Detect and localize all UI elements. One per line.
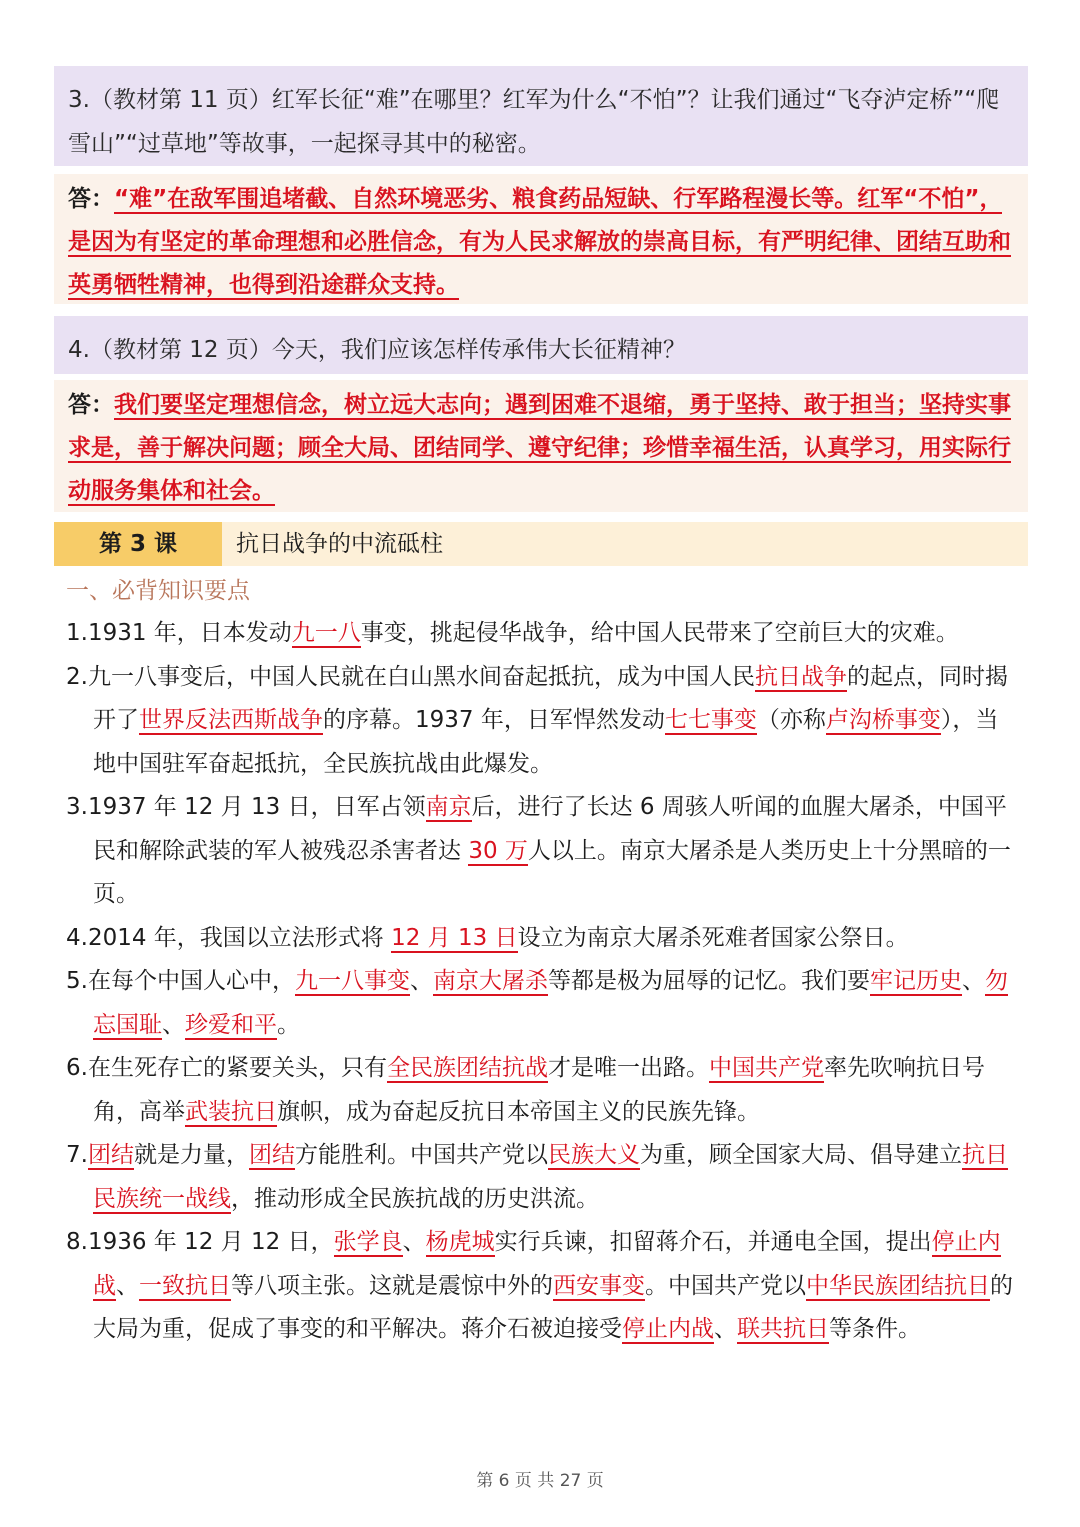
point-text: ，推动形成全民族抗战的历史洪流。 [231,1185,599,1212]
point-text: 5.在每个中国人心中， [66,968,295,994]
key-term: 九一八事变 [294,968,410,994]
knowledge-point [66,960,1016,1047]
key-term: 珍爱和平 [185,1011,277,1038]
key-term: 30 万 [468,837,528,864]
question-4-box [54,316,1028,374]
point-text: 、 [409,968,433,994]
key-term: 中华民族团结抗日 [806,1272,990,1299]
point-text: 等条件。 [829,1316,921,1342]
section-title: 一、必背知识要点 [66,578,250,604]
point-text: 7. [66,1142,88,1168]
key-term: 一致抗日 [139,1272,231,1299]
key-term: 联共抗日 [737,1316,829,1342]
answer-3-label: 答： [68,186,114,212]
answer-3-text: “难”在敌军围追堵截、自然环境恶劣、粮食药品短缺、行军路程漫长等。红军“不怕”，是因为有坚定的革命理想和必胜信念，有为人民求解放的崇高目标，有严明纪律、团结互助和英勇牺牲精神，也得到沿途群众支持。 [68,186,1011,298]
question-4-text: 4.（教材第 12 页）今天，我们应该怎样传承伟大长征精神？ [68,337,686,363]
key-term: 全民族团结抗战 [386,1055,548,1081]
answer-4-text: 我们要坚定理想信念，树立远大志向；遇到困难不退缩，勇于坚持、敢于担当；坚持实事求是，善于解决问题；顾全大局、团结同学、遵守纪律；珍惜幸福生活，认真学习，用实际行动服务集体和社会。 [68,392,1011,504]
key-term: 中国共产党 [708,1055,824,1081]
point-text: 。 [277,1011,300,1038]
key-term: 张学良 [333,1229,403,1255]
knowledge-point [66,1047,1016,1134]
point-text: 设立为南京大屠杀死难者国家公祭日。 [517,924,909,951]
lesson-header [54,522,1028,566]
point-text: 4.2014 年，我国以立法形式将 [66,924,392,951]
point-text: 1.1931 年，日本发动 [66,620,292,646]
key-term: 九一八 [291,620,361,646]
knowledge-point [66,917,1016,961]
key-term: 南京 [425,794,472,820]
point-text: 等八项主张。这就是震惊中外的 [231,1272,553,1299]
key-term: 杨虎城 [425,1229,495,1255]
key-term: 武装抗日 [185,1098,277,1125]
point-text: 。中国共产党以 [645,1272,806,1299]
page-footer: 第 6 页 共 27 页 [476,1471,604,1491]
point-text: 、 [116,1272,139,1299]
point-text: 2.九一八事变后，中国人民就在白山黑水间奋起抵抗，成为中国人民 [66,663,755,690]
key-term: 勿忘国耻 [93,968,1008,1038]
key-term: 团结 [87,1142,134,1168]
answer-3-box [54,174,1028,304]
key-term: 民族大义 [547,1142,640,1168]
point-text: 、 [961,968,985,994]
point-text: 人以上。南京大屠杀是人类历史上十分黑暗的一页。 [93,837,1011,907]
key-term: 停止内战 [622,1316,714,1342]
point-text: 率先吹响抗日号角，高举 [93,1055,985,1125]
knowledge-point [66,1134,1016,1221]
answer-4-label: 答： [68,392,114,418]
knowledge-point [66,786,1016,917]
point-text: 后，进行了长达 6 周骇人听闻的血腥大屠杀，中国平民和解除武装的军人被残忍杀害者达 [93,794,1007,864]
lesson-title: 抗日战争的中流砥柱 [236,531,443,557]
point-text: （亦称 [756,707,826,733]
point-text: 的起点，同时揭开了 [93,663,1008,733]
key-term: 12 月 13 日 [391,924,518,951]
point-text: 8.1936 年 12 月 12 日， [66,1229,334,1255]
point-text: 、 [714,1316,737,1342]
knowledge-point [66,612,1016,656]
point-text: 方能胜利。中国共产党以 [294,1142,548,1168]
point-text: 、 [402,1229,426,1255]
point-text: 就是力量， [133,1142,249,1168]
key-term: 停止内战 [93,1229,1001,1299]
key-term: 抗日民族统一战线 [93,1142,1008,1212]
point-text: 的大局为重，促成了事变的和平解决。蒋介石被迫接受 [93,1272,1013,1342]
point-text: 、 [162,1011,185,1038]
point-text: 事变，挑起侵华战争，给中国人民带来了空前巨大的灾难。 [360,620,959,646]
key-term: 抗日战争 [754,663,847,690]
knowledge-point [66,1221,1016,1352]
question-3-box [54,66,1028,166]
point-text: 实行兵谏，扣留蒋介石，并通电全国，提出 [494,1229,932,1255]
point-text: 为重，顾全国家大局、倡导建立 [639,1142,962,1168]
key-term: 七七事变 [664,707,757,733]
point-text: 6.在生死存亡的紧要关头，只有 [66,1055,387,1081]
point-text: 等都是极为屈辱的记忆。我们要 [547,968,870,994]
point-text: 旗帜，成为奋起反抗日本帝国主义的民族先锋。 [277,1098,760,1125]
question-3-text: 3.（教材第 11 页）红军长征“难”在哪里？红军为什么“不怕”？让我们通过“飞夺泸定桥”“爬雪山”“过草地”等故事，一起探寻其中的秘密。 [68,87,1000,157]
key-term: 西安事变 [553,1272,645,1299]
knowledge-point [66,656,1016,787]
key-term: 卢沟桥事变 [825,707,941,733]
point-text: 3.1937 年 12 月 13 日，日军占领 [66,794,426,820]
key-term: 牢记历史 [869,968,962,994]
point-text: ），当地中国驻军奋起抵抗，全民族抗战由此爆发。 [93,707,999,777]
point-text: 的序幕。1937 年，日军悍然发动 [323,707,665,733]
point-text: 才是唯一出路。 [547,1055,709,1081]
key-term: 团结 [248,1142,295,1168]
answer-4-box [54,380,1028,512]
knowledge-points-list [66,612,1016,1352]
lesson-number-tab: 第 3 课 [54,522,222,566]
key-term: 南京大屠杀 [432,968,548,994]
key-term: 世界反法西斯战争 [139,707,323,733]
